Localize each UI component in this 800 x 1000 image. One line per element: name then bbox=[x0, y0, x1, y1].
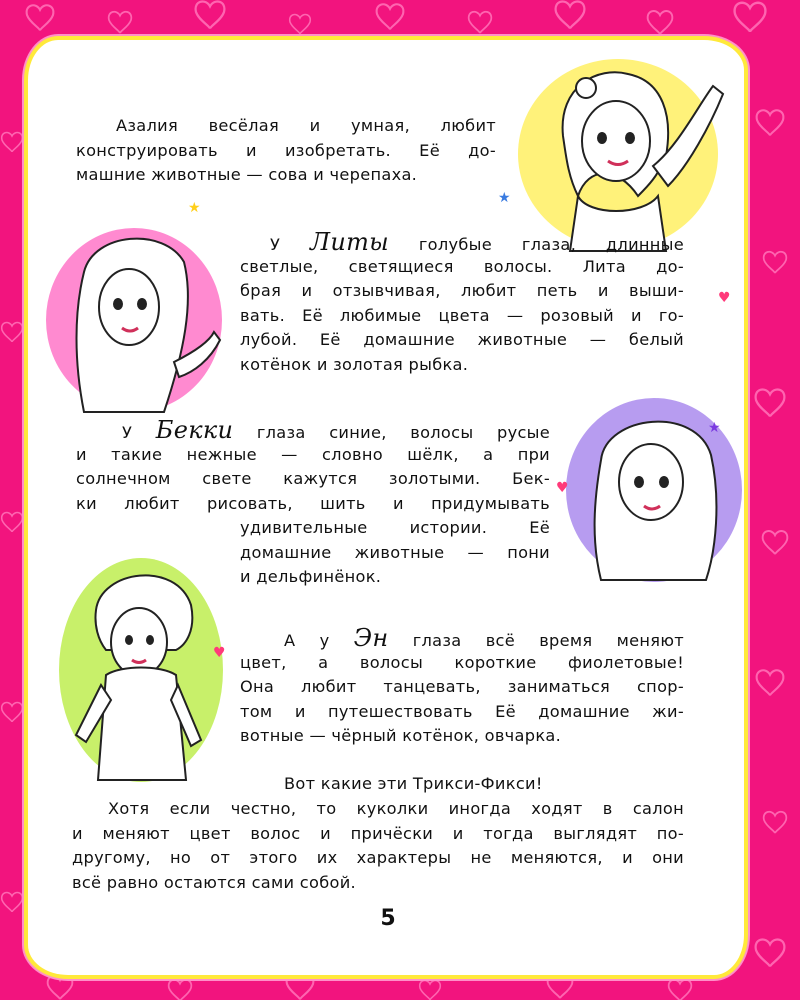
azalia-line-3: машние животные — сова и черепаха. bbox=[76, 165, 418, 185]
closing-title-text: Вот какие эти Трикси-Фикси! bbox=[284, 774, 543, 793]
lita-line-6: котёнок и золотая рыбка. bbox=[240, 354, 469, 374]
azalia-line-1: Азалия весёлая и умная, любит bbox=[116, 116, 496, 135]
bekki-prefix: У bbox=[122, 423, 133, 442]
en-first-rest: глаза всё время меняют bbox=[412, 631, 684, 650]
lita-prefix: У bbox=[270, 235, 281, 254]
page-content bbox=[28, 40, 744, 975]
bekki-line-2: и такие нежные — словно шёлк, а при bbox=[76, 444, 550, 464]
bekki-line-6: домашние животные — пони bbox=[240, 542, 550, 562]
lita-first-rest: голубые глаза, длинные bbox=[418, 235, 684, 254]
lita-name: Литы bbox=[310, 228, 390, 256]
en-prefix: А у bbox=[284, 631, 330, 650]
bekki-paragraph-bottom bbox=[240, 516, 550, 590]
bekki-line-3: солнечном свете кажутся золотыми. Бек- bbox=[76, 469, 550, 489]
closing-paragraph bbox=[72, 797, 684, 895]
heart-icon: ♥ bbox=[213, 645, 226, 661]
bekki-line-5: удивительные истории. Её bbox=[240, 518, 550, 537]
en-portrait bbox=[46, 550, 236, 800]
lita-line-2: светлые, светящиеся волосы. Лита до- bbox=[240, 256, 684, 276]
en-line-3: Она любит танцевать, заниматься спор- bbox=[240, 677, 684, 697]
closing-line-3: другому, но от этого их характеры не меняются, и они bbox=[72, 848, 684, 868]
azalia-line-2: конструировать и изобретать. Её до- bbox=[76, 140, 496, 160]
lita-line-1 bbox=[240, 230, 684, 255]
en-line-2: цвет, а волосы короткие фиолетовые! bbox=[240, 652, 684, 672]
closing-line-2: и меняют цвет волос и причёски и тогда выглядят по- bbox=[72, 823, 684, 843]
bekki-line-1 bbox=[76, 418, 550, 443]
en-line-5: вотные — чёрный котёнок, овчарка. bbox=[240, 726, 562, 746]
bekki-line-7: и дельфинёнок. bbox=[240, 567, 382, 587]
star-icon: ★ bbox=[498, 190, 511, 206]
en-line-1 bbox=[240, 626, 684, 651]
bekki-name: Бекки bbox=[155, 416, 234, 444]
bekki-first-rest: глаза синие, волосы русые bbox=[256, 423, 550, 442]
azalia-paragraph bbox=[76, 114, 496, 188]
lita-line-3: брая и отзывчивая, любит петь и выши- bbox=[240, 281, 684, 301]
heart-icon: ♥ bbox=[718, 290, 731, 306]
star-icon: ★ bbox=[188, 200, 201, 216]
heart-icon: ♥ bbox=[556, 480, 569, 496]
azalia-portrait bbox=[498, 46, 738, 256]
star-icon: ★ bbox=[708, 420, 721, 436]
closing-line-1: Хотя если честно, то куколки иногда ходят в салон bbox=[108, 799, 684, 818]
bekki-line-4: ки любит рисовать, шить и придумывать bbox=[76, 493, 550, 513]
lita-portrait bbox=[34, 212, 234, 422]
closing-line-4: всё равно остаются сами собой. bbox=[72, 872, 356, 892]
en-name: Эн bbox=[353, 624, 389, 652]
page-number: 5 bbox=[380, 906, 396, 931]
lita-line-5: лубой. Её домашние животные — белый bbox=[240, 330, 684, 350]
en-paragraph bbox=[240, 626, 684, 749]
lita-line-4: вать. Её любимые цвета — розовый и го- bbox=[240, 305, 684, 325]
bekki-paragraph-top bbox=[76, 418, 550, 516]
closing-title bbox=[284, 772, 644, 797]
lita-paragraph bbox=[240, 230, 684, 378]
en-line-4: том и путешествовать Её домашние жи- bbox=[240, 701, 684, 721]
